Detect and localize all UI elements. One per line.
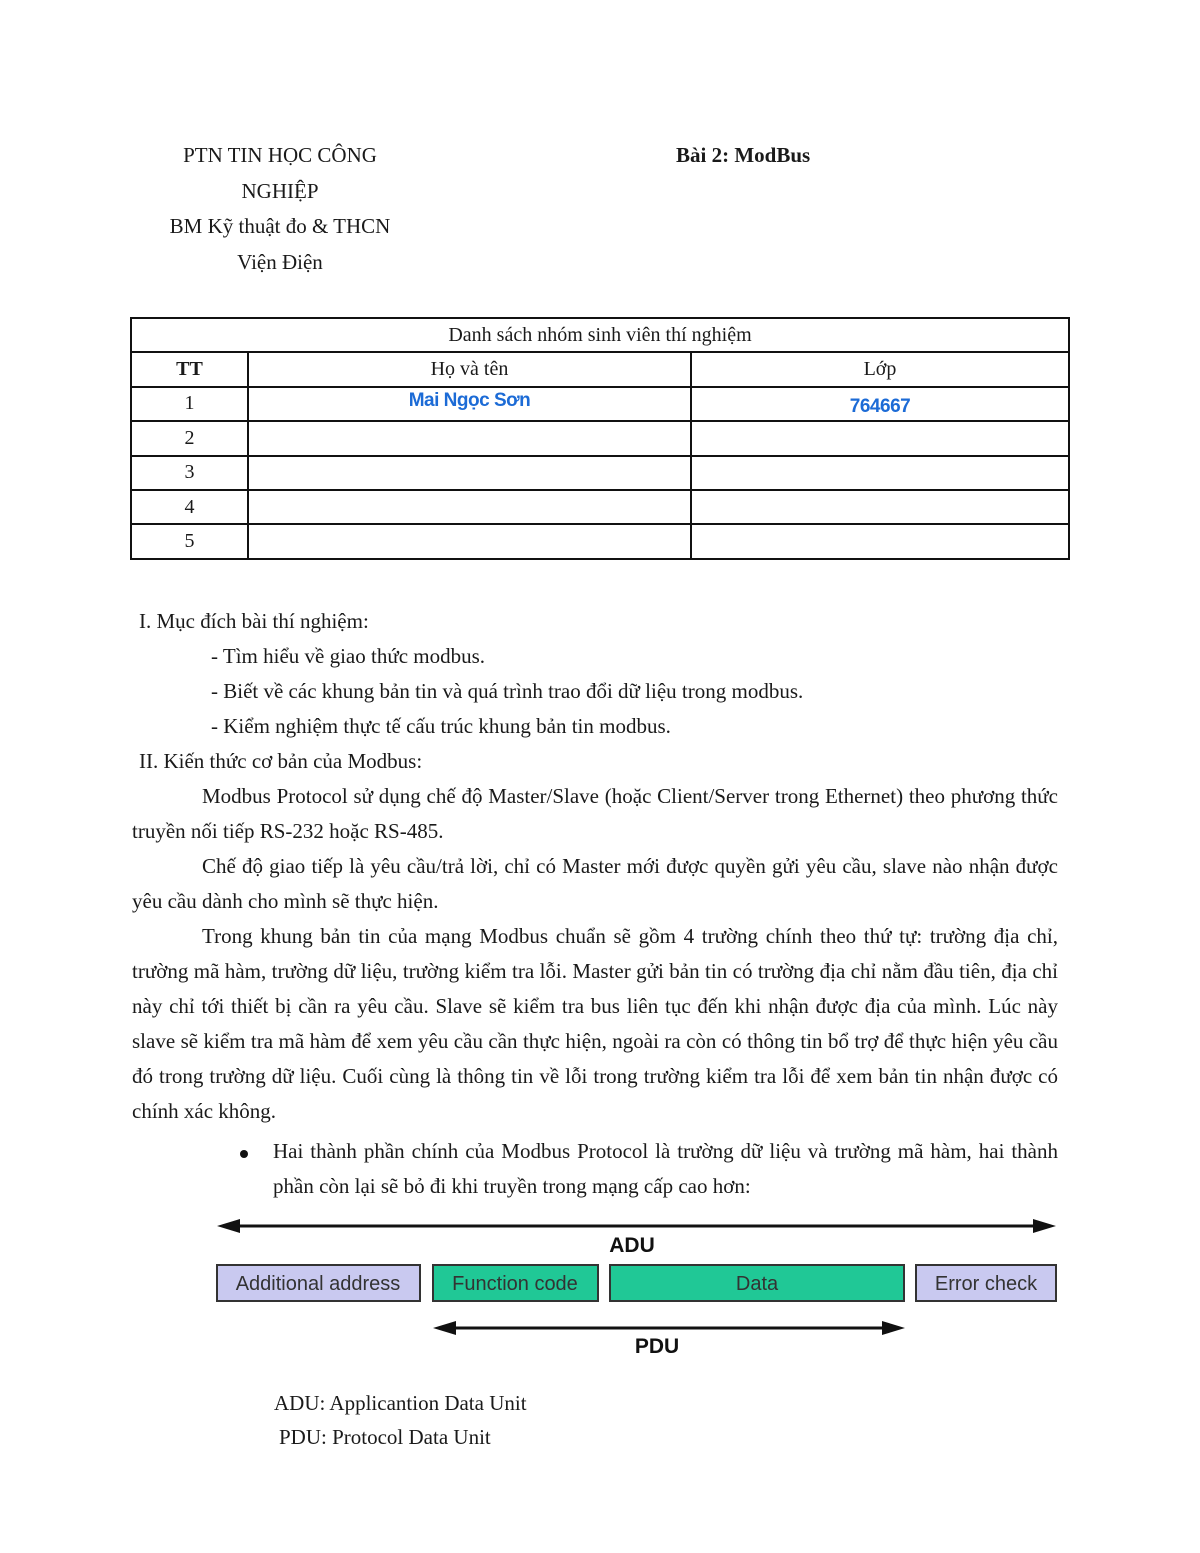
column-header-tt: TT (131, 352, 248, 386)
field-data (610, 1265, 904, 1301)
objective-item-2: - Biết về các khung bản tin và quá trình trao đổi dữ liệu trong modbus. (211, 679, 804, 703)
pdu-definition: PDU: Protocol Data Unit (279, 1425, 491, 1449)
pdu-arrow (433, 1321, 905, 1335)
department-name: BM Kỹ thuật đo & THCN (169, 214, 391, 238)
section-2-heading: II. Kiến thức cơ bản của Modbus: (139, 749, 423, 773)
row-number: 3 (131, 456, 248, 490)
lesson-title: Bài 2: ModBus (676, 143, 811, 167)
student-name-value: Mai Ngọc Sơn (408, 390, 531, 412)
bullet-main-components: Hai thành phần chính của Modbus Protocol là trường dữ liệu và trường mã hàm, hai thành phần còn lại sẽ bỏ đi khi truyền trong mạng cấp cao hơn: (273, 1139, 1058, 1198)
adu-arrow (217, 1219, 1056, 1233)
paragraph-protocol: Modbus Protocol sử dụng chế độ Master/Slave (hoặc Client/Server trong Ethernet) theo phương thức truyền nối tiếp RS-232 hoặc RS-485. (132, 784, 1058, 843)
field-error-check (916, 1265, 1056, 1301)
column-header-name: Họ và tên (248, 352, 691, 386)
column-header-class: Lớp (691, 352, 1069, 386)
field-function-code-label: Function code (452, 1273, 578, 1295)
adu-label: ADU (609, 1234, 655, 1257)
field-additional-address (217, 1265, 420, 1301)
objective-item-3: - Kiểm nghiệm thực tế cấu trúc khung bản tin modbus. (211, 714, 671, 738)
lab-name-line1: PTN TIN HỌC CÔNG (183, 143, 377, 167)
row-number: 5 (131, 524, 248, 558)
paragraph-communication: Chế độ giao tiếp là yêu cầu/trả lời, chỉ có Master mới được quyền gửi yêu cầu, slave nào nhận được yêu cầu dành cho mình sẽ thực hiện. (132, 854, 1058, 913)
field-error-check-label: Error check (934, 1273, 1038, 1295)
field-data-label: Data (735, 1273, 779, 1295)
row-number: 4 (131, 490, 248, 524)
paragraph-frame-structure: Trong khung bản tin của mạng Modbus chuẩn sẽ gồm 4 trường chính theo thứ tự: trường địa chỉ, trường mã hàm, trường dữ liệu, trường kiểm tra lỗi. Master gửi bản tin có trường địa chỉ nằm đầu tiên, địa chỉ này chỉ tới thiết bị cần ra yêu cầu. Slave sẽ kiểm tra bus liên tục đến khi nhận được địa của mình. Lúc này slave sẽ kiểm tra mã hàm để xem yêu cầu cần thực hiện, ngoài ra còn có thông tin bổ trợ để thực hiện yêu cầu đó trong trường dữ liệu. Cuối cùng là thông tin về lỗi trong trường kiểm tra lỗi để xem bản tin nhận được có chính xác không. (132, 924, 1058, 1123)
field-additional-address-label: Additional address (235, 1273, 401, 1295)
row-number: 2 (131, 421, 248, 455)
field-function-code (433, 1265, 598, 1301)
row-number: 1 (131, 387, 248, 421)
student-class-value: 764667 (849, 396, 911, 418)
adu-definition: ADU: Applicantion Data Unit (274, 1391, 527, 1415)
table-title: Danh sách nhóm sinh viên thí nghiệm (131, 318, 1069, 352)
pdu-label: PDU (634, 1335, 680, 1358)
lab-name-line2: NGHIỆP (241, 178, 319, 203)
institute-name: Viện Điện (237, 249, 323, 274)
objective-item-1: - Tìm hiểu về giao thức modbus. (211, 644, 486, 668)
section-1-heading: I. Mục đích bài thí nghiệm: (139, 609, 369, 633)
